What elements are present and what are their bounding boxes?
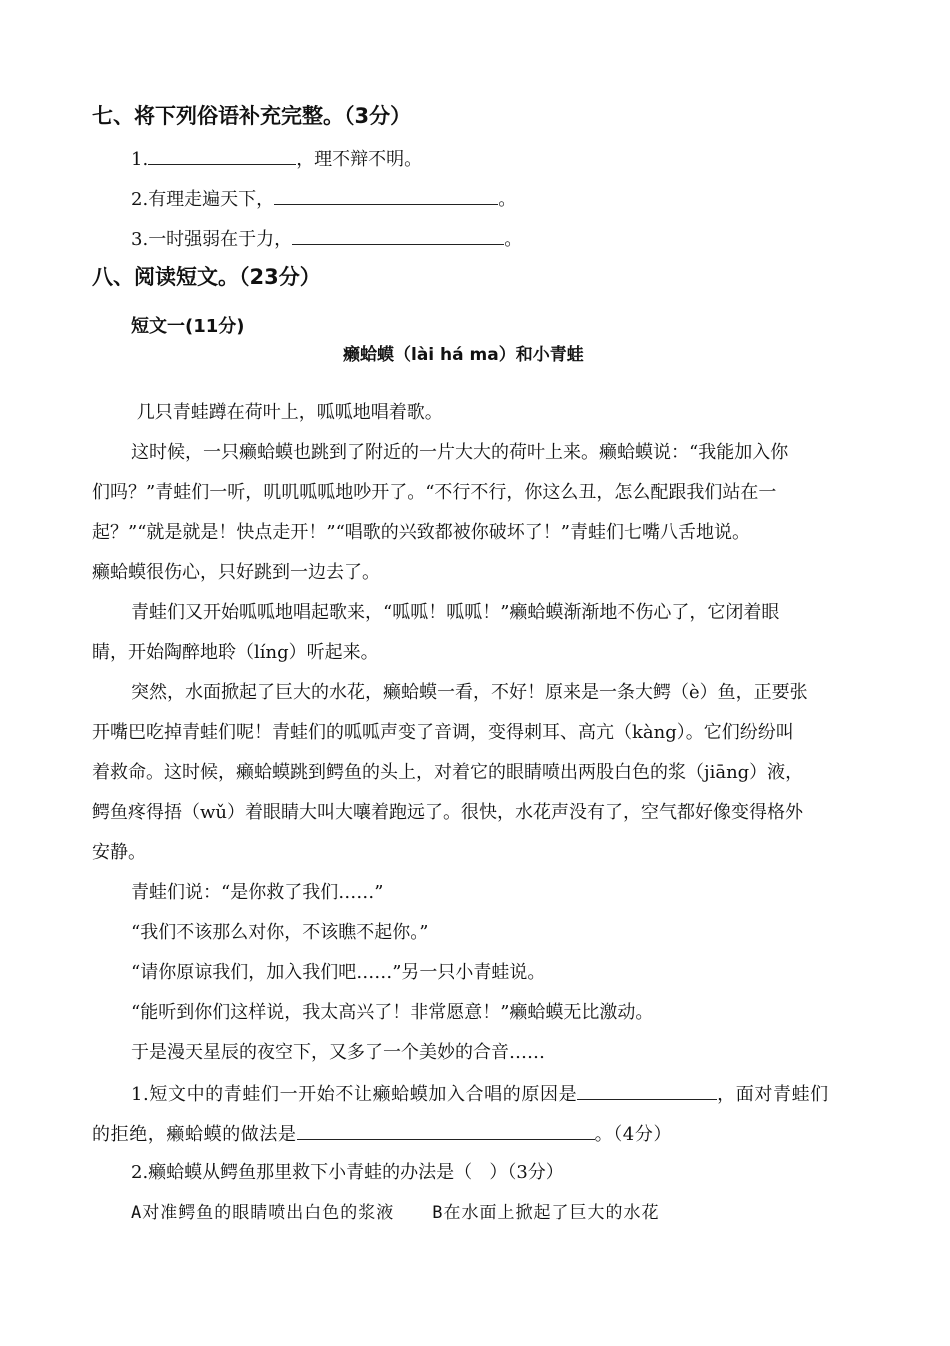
story-line-13: 青蛙们说：“是你救了我们……” — [131, 882, 384, 903]
story-line-6: 青蛙们又开始呱呱地唱起歌来，“呱呱！呱呱！”癞蛤蟆渐渐地不伤心了，它闭着眼 — [131, 602, 780, 623]
section-8-heading: 八、阅读短文。（23分） — [92, 265, 321, 289]
story-line-16: “能听到你们这样说，我太高兴了！非常愿意！”癞蛤蟆无比激动。 — [131, 1002, 654, 1023]
question-1-line-1 — [131, 1081, 829, 1107]
proverb-item-2-after: 。 — [498, 189, 517, 210]
question-2-prompt: 2.癞蛤蟆从鳄鱼那里救下小青蛙的办法是（ ）（3分） — [131, 1162, 564, 1183]
proverb-item-3-blank[interactable] — [292, 226, 504, 245]
story-line-9: 开嘴巴吃掉青蛙们呢！青蛙们的呱呱声变了音调，变得刺耳、高亢（kàng）。它们纷纷叫 — [92, 722, 794, 743]
story-line-4: 起？”“就是就是！快点走开！”“唱歌的兴致都被你破坏了！”青蛙们七嘴八舌地说。 — [92, 522, 751, 543]
proverb-item-2-blank[interactable] — [274, 186, 498, 205]
story-line-17: 于是漫天星辰的夜空下，又多了一个美妙的合音…… — [131, 1042, 545, 1063]
proverb-item-3 — [131, 226, 522, 252]
option-b[interactable]: B在水面上掀起了巨大的水花 — [432, 1203, 660, 1223]
proverb-item-3-after: 。 — [504, 229, 523, 250]
proverb-item-3-before: 一时强弱在于力， — [148, 229, 293, 250]
question-1-line-2 — [92, 1121, 672, 1147]
story-line-1: 几只青蛙蹲在荷叶上，呱呱地唱着歌。 — [131, 402, 443, 423]
story-line-10: 着救命。这时候，癞蛤蟆跳到鳄鱼的头上，对着它的眼睛喷出两股白色的浆（jiāng）液， — [92, 762, 804, 783]
proverb-item-3-num: 3. — [131, 229, 149, 250]
story-line-15: “请你原谅我们，加入我们吧……”另一只小青蛙说。 — [131, 962, 546, 983]
story-line-8: 突然，水面掀起了巨大的水花，癞蛤蟆一看，不好！原来是一条大鳄（è）鱼，正要张 — [131, 682, 808, 703]
proverb-item-1-num: 1. — [131, 149, 149, 170]
story-title: 癞蛤蟆（lài há ma）和小青蛙 — [343, 345, 584, 365]
section-7-heading — [92, 102, 411, 130]
story-line-12: 安静。 — [92, 842, 146, 863]
story-line-7: 睛，开始陶醉地聆（líng）听起来。 — [92, 642, 379, 663]
proverb-item-2 — [131, 186, 516, 212]
question-1-part-1: 1.短文中的青蛙们一开始不让癞蛤蟆加入合唱的原因是 — [131, 1084, 578, 1105]
story-line-2: 这时候，一只癞蛤蟆也跳到了附近的一片大大的荷叶上来。癞蛤蟆说：“我能加入你 — [131, 442, 789, 463]
option-a[interactable]: A对准鳄鱼的眼睛喷出白色的浆液 — [131, 1203, 395, 1223]
proverb-item-1 — [131, 146, 422, 172]
story-line-3: 们吗？”青蛙们一听，叽叽呱呱地吵开了。“不行不行，你这么丑，怎么配跟我们站在一 — [92, 482, 777, 503]
proverb-item-1-blank[interactable] — [148, 146, 296, 165]
question-1-part-4: 。（4分） — [594, 1124, 673, 1145]
story-line-11: 鳄鱼疼得捂（wǔ）着眼睛大叫大嚷着跑远了。很快，水花声没有了，空气都好像变得格外 — [92, 802, 803, 823]
question-1-blank-1[interactable] — [577, 1081, 717, 1100]
story-line-5: 癞蛤蟆很伤心，只好跳到一边去了。 — [92, 562, 380, 583]
question-1-blank-2[interactable] — [297, 1121, 595, 1140]
question-1-part-2: ，面对青蛙们 — [717, 1084, 829, 1105]
passage-1-label: 短文一(11分) — [131, 316, 245, 337]
section-7-heading-text: 七、将下列俗语补充完整。（3分） — [92, 104, 412, 128]
proverb-item-2-num: 2. — [131, 189, 149, 210]
proverb-item-2-before: 有理走遍天下， — [148, 189, 275, 210]
question-2-options — [131, 1201, 659, 1225]
question-1-part-3: 的拒绝，癞蛤蟆的做法是 — [92, 1124, 297, 1145]
story-line-14: “我们不该那么对你，不该瞧不起你。” — [131, 922, 429, 943]
proverb-item-1-after: ，理不辩不明。 — [296, 149, 423, 170]
